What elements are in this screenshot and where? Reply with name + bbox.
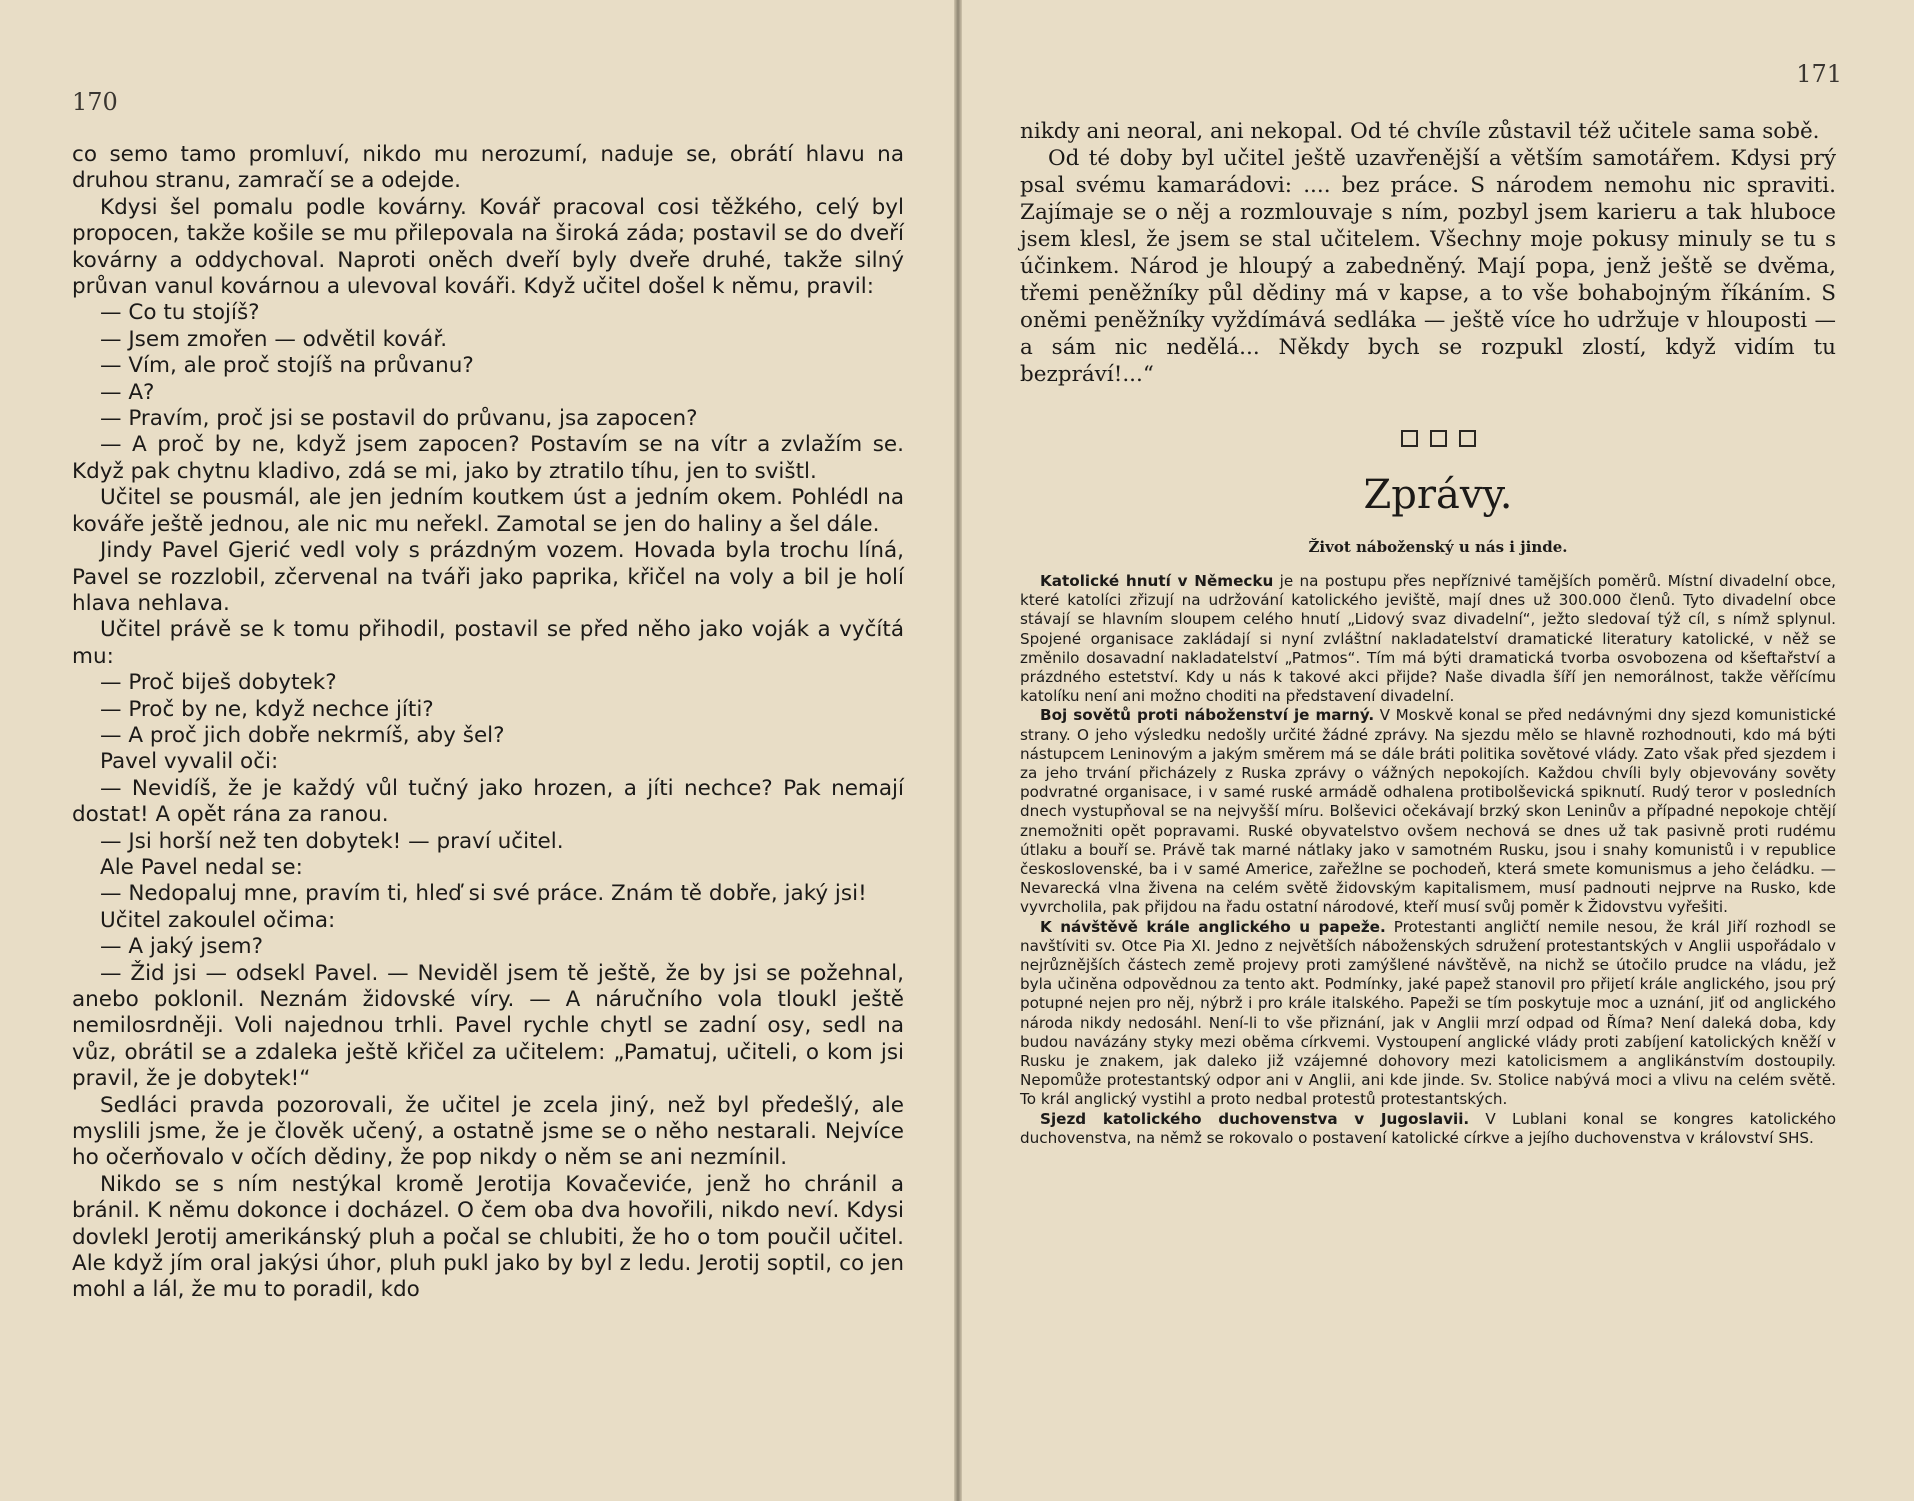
left-page-paragraph: Nikdo se s ním nestýkal kromě Jerotija Kovačeviće, jenž ho chránil a bránil. K němu dokonce i docházel. O čem oba dva hovořili, nikdo neví. Kdysi dovlekl Jerotij amerikánský pluh a počal se chlubiti, že ho o tom poučil učitel. Ale když jím oral jakýsi úhor, pluh pukl jako by byl z ledu. Jerotij soptil, co jen mohl a lál, že mu to poradil, kdo — [72, 1171, 904, 1303]
news-item-text: je na postupu přes nepříznivé tamějších poměrů. Místní divadelní obce, které katolíci zřizují na udržování katolického jeviště, mají dnes už 300.000 členů. Tyto divadelní obce stávají se hlavním sloupem celého hnutí „Lidový svaz divadelní“, ježto sledovaí týž cíl, s nímž splynul. Spojené organisace zakládají si nyní zvláštní nakladatelství dramatické literatury katolické, v něž se změnilo dosavadní nakladatelství „Patmos“. Tím má býti dramatická tvorba osvobozena od kšeftařství a prázdného estetství. Kdy u nás k takové akci přijde? Naše divadla šíří jen nemorálnost, takže věřícímu katolíku není ani možno choditi na představení divadelní. — [1020, 572, 1837, 706]
left-page-text — [72, 142, 904, 1304]
left-page-paragraph: — Proč by ne, když nechce jíti? — [100, 696, 434, 722]
right-page-story-text — [1020, 118, 1836, 388]
left-page-paragraph: — A? — [100, 379, 155, 405]
left-page-paragraph: Učitel se pousmál, ale jen jedním koutkem úst a jedním okem. Pohlédl na kováře ještě jednou, ale nic mu neřekl. Zamotal se jen do haliny a šel dále. — [72, 485, 904, 537]
left-page-paragraph: Kdysi šel pomalu podle kovárny. Kovář pracoval cosi těžkého, celý byl propocen, takže košile se mu přilepovala na široká záda; postavil se do dveří kovárny a oddychoval. Naproti oněch dveří byly dveře druhé, takže silný průvan vanul kovárnou a ulevoval kováři. Když učitel došel k němu, pravil: — [72, 194, 904, 300]
left-page-paragraph: — Jsem zmořen — odvětil kovář. — [100, 326, 448, 352]
section-divider-ornament — [962, 428, 1914, 447]
left-page-paragraph: co semo tamo promluví, nikdo mu nerozumí, naduje se, obrátí hlavu na druhou stranu, zamračí se a odejde. — [72, 142, 904, 194]
right-page-paragraph: Od té doby byl učitel ještě uzavřenější a větším samotářem. Kdysi prý psal svému kamarádovi: .... bez práce. S národem nemohu nic spraviti. Zajímaje se o něj a rozmlouvaje s ním, pozbyl jsem karieru a tak hluboce jsem klesl, že jsem se stal učitelem. Všechny moje pokusy minuly se tu s účinkem. Národ je hloupý a zabedněný. Mají popa, jenž ještě se dvěma, třemi peněžníky půl dědiny má v kapse, a to vše bohabojným říkáním. S oněmi peněžníky vyždímává sedláka — ještě více ho udržuje v hlouposti — a sám nic nedělá... Někdy bych se rozpukl zlostí, když vidím tu bezpráví!...“ — [1020, 146, 1836, 387]
news-item — [1020, 572, 1836, 706]
news-item-text: V Moskvě konal se před nedávnými dny sjezd komunistické strany. O jeho výsledku nedošly určité žádné zprávy. Na sjezdu mělo se hlavně rozhodnouti, kdo má býti nástupcem Leninovým a jakým směrem má se dále bráti politika sovětové vlády. Zato však před sjezdem i za jeho trvání přicházely z Ruska zprávy o vážných nepokojích. Každou chvíli byly objevovány sověty podvratné organisace, i v samé ruské armádě odhalena protibolševická spiknutí. Rudý teror v posledních dnech vystupňoval se na nejvyšší míru. Bolševici očekávají brzký skon Leninův a případné nepokoje chtějí znemožniti opět popravami. Ruské obyvatelstvo ovšem nechová se dnes už tak pasivně proti rudému útlaku a bouří se. Právě tak marné nátlaky jako v samotném Rusku, jsou i snahy komunistů i v republice československé, ba i v samé Americe, zařežlne se pochodeň, která smete komunismus a jeho čeládku. — Nevarecká vlna živena na celém světě židovským kapitalismem, musí padnouti nejprve na Rusko, kde vyvrcholila, pak přijdou na řadu ostatní národové, kteří musí svůj poměr k Židovstvu vyřešiti. — [1020, 706, 1837, 917]
left-page-paragraph: — Jsi horší než ten dobytek! — praví učitel. — [100, 828, 564, 854]
left-page — [0, 0, 954, 1501]
left-page-paragraph: Jindy Pavel Gjerić vedl voly s prázdným vozem. Hovada byla trochu líná, Pavel se rozzlobil, zčervenal na tváři jako paprika, křičel na voly a bil je holí hlava nehlava. — [72, 538, 904, 616]
news-item-text: Protestanti angličtí nemile nesou, že král Jiří rozhodl se navštíviti sv. Otce Pia XI. Jedno z největších náboženských sdružení protestantských v Anglii uspořádalo v nejrůznějších částech země projevy proti zamýšlené návštěvě, na nichž se útočilo prudce na vládu, jež byla učiněna odpovědnou za tento akt. Podmínky, jaké papež stanovil pro přijetí krále anglického, jsou prý potupné nejen pro něj, nýbrž i pro krále italského. Papeži se tím poskytuje moc a uznání, jiť od anglického národa nikdy nedosáhl. Není-li to vše přiznání, jak v Anglii mrzí odpad od Říma? Není daleká doba, kdy budou navázány styky mezi oběma církvemi. Vystoupení anglické vlády proti zabíjení katolických kněží v Rusku je znakem, jak daleko již vzájemné dohovory mezi katolicismem a anglikánstvím dostoupily. Nepomůže protestantský odpor ani v Anglii, ani kde jinde. Sv. Stolice nabývá moci a vlivu na celém světě. To král anglický vystihl a proto nedbal protestů protestantských. — [1020, 917, 1836, 1109]
news-item — [1020, 706, 1836, 917]
left-page-paragraph: — Nevidíš, že je každý vůl tučný jako hrozen, a jíti nechce? Pak nemají dostat! A opět rána za ranou. — [72, 775, 904, 828]
left-page-paragraph: — Pravím, proč jsi se postavil do průvanu, jsa zapocen? — [100, 406, 698, 432]
book-gutter — [954, 0, 962, 1501]
left-page-paragraph: — Co tu stojíš? — [100, 300, 260, 326]
left-page-paragraph: — A proč jich dobře nekrmíš, aby šel? — [100, 722, 505, 748]
news-item-text: V Lublani konal se kongres katolického duchovenstva, na němž se rokovalo o postavení katolické církve a jejího duchovenstva v království SHS. — [1020, 1109, 1836, 1147]
section-heading: Zprávy. — [1363, 472, 1513, 518]
news-item-lead: Boj sovětů proti náboženství je marný. — [1040, 706, 1375, 725]
left-page-paragraph: Sedláci pravda pozorovali, že učitel je zcela jiný, než byl předešlý, ale myslili jsme, že je člověk učený, a ostatně jsme se o něho nestarali. Nejvíce ho očerňovalo v očích dědiny, že pop nikdy o něm se ani nezmínil. — [72, 1092, 904, 1171]
left-page-paragraph: Pavel vyvalil oči: — [100, 749, 279, 775]
left-page-paragraph: — A proč by ne, když jsem zapocen? Postavím se na vítr a zvlažím se. Když pak chytnu kladivo, zdá se mi, jako by ztratilo tíhu, jen to svištl. — [72, 432, 904, 484]
right-page-paragraph: nikdy ani neoral, ani nekopal. Od té chvíle zůstavil též učitele sama sobě. — [1020, 119, 1820, 144]
page-number-right: 171 — [1796, 60, 1842, 88]
page-number-left: 170 — [72, 88, 118, 116]
left-page-paragraph: — Vím, ale proč stojíš na průvanu? — [100, 353, 474, 379]
news-item-lead: Katolické hnutí v Německu — [1040, 572, 1274, 590]
left-page-paragraph: — Proč biješ dobytek? — [100, 670, 337, 696]
news-item — [1020, 918, 1836, 1110]
left-page-paragraph: — Žid jsi — odsekl Pavel. — Neviděl jsem tě ještě, že by jsi se požehnal, anebo poklonil. Neznám židovské víry. — A náručního vola tloukl ještě nemilosrdněji. Voli najednou trhli. Pavel rychle chytl se zadní osy, sedl na vůz, obrátil se a zdaleka ještě křičel za učitelem: „Pamatuj, učiteli, o kom jsi pravil, že je dobytek!“ — [72, 960, 904, 1092]
left-page-paragraph: Učitel právě se k tomu přihodil, postavil se před něho jako voják a vyčítá mu: — [72, 617, 904, 669]
section-subheading: Život náboženský u nás i jinde. — [1308, 538, 1568, 556]
news-item — [1020, 1110, 1836, 1148]
news-item-lead: K návštěvě krále anglického u papeže. — [1040, 917, 1386, 936]
left-page-paragraph: Ale Pavel nedal se: — [100, 854, 303, 880]
news-items — [1020, 572, 1836, 1148]
news-item-lead: Sjezd katolického duchovenstva v Jugoslavii. — [1040, 1109, 1470, 1128]
right-page — [962, 0, 1914, 1501]
left-page-paragraph: Učitel zakoulel očima: — [100, 907, 336, 933]
left-page-paragraph: — A jaký jsem? — [100, 934, 264, 960]
left-page-paragraph: — Nedopaluj mne, pravím ti, hleď si své práce. Znám tě dobře, jaký jsi! — [100, 881, 867, 907]
